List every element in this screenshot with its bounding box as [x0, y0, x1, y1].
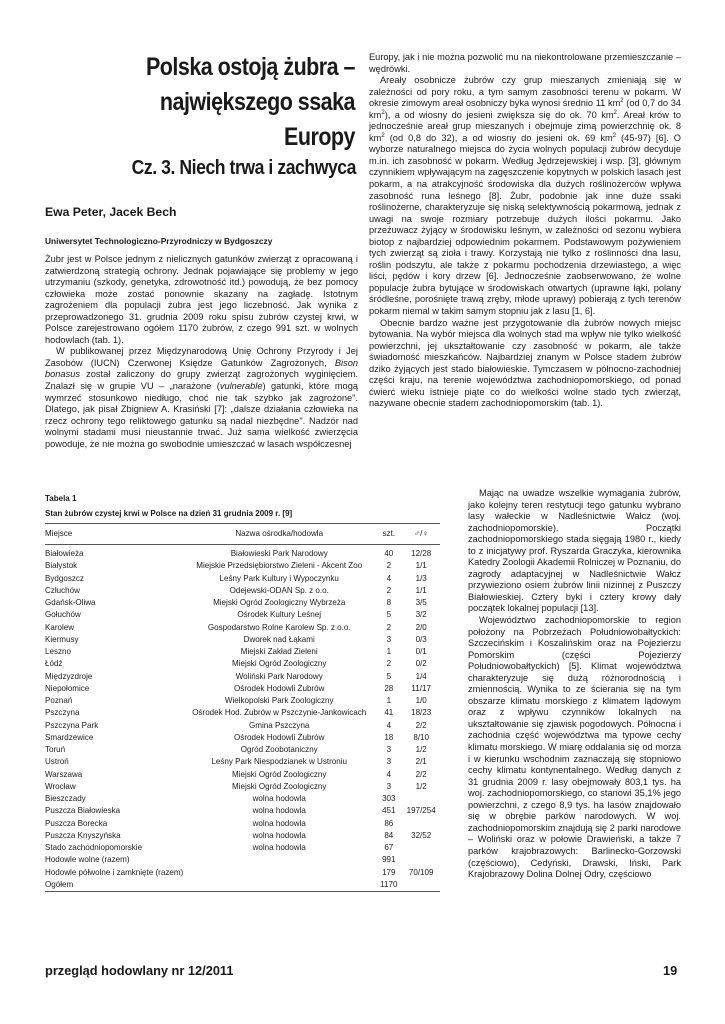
cell-center: Wielkopolski Park Zoologiczny: [224, 696, 334, 705]
cell-sex: 8/10: [413, 732, 430, 742]
cell-sex: 32/52: [411, 830, 432, 840]
cell-sex: [402, 854, 440, 866]
cell-sex: 12/28: [411, 549, 432, 558]
cell-sex: [402, 842, 440, 854]
cell-count: 4: [386, 720, 392, 730]
cell-count: 28: [384, 683, 394, 693]
cell-center: Miejski Ogród Zoologiczny: [232, 659, 327, 669]
table-row: [45, 683, 440, 695]
cell-place: Puszcza Białowieska: [45, 806, 121, 816]
cell-place: Toruń: [45, 745, 66, 754]
article-subtitle: Cz. 3. Niech trwa i zachwyca: [131, 157, 356, 179]
table-row: [45, 842, 440, 854]
cell-place: Niepołomice: [45, 683, 90, 693]
right-paragraph-3: Obecnie bardzo ważne jest przygotowanie dla żubrów nowych miejsc bytowania. Na wybór miejsca dla wolnych stad ma wpływ nie tylko wielkość powierzchni, jej ukształtowanie czy zasobność w pokarm, ale także świadomość mieszkańców. Najbardziej znanym w Polsce stadem żubrów dziko żyjących jest stado białowieskie. Tymczasem w północno-zachodniej części kraju, na terenie województwa zachodniopomorskiego, od ponad ćwierć wieku istnieje piąte co do wielkości wolne stado tych zwierząt, nazywane obecnie stadem zachodniopomorskim (tab. 1).: [369, 317, 681, 409]
right-paragraph-2: Areały osobnicze żubrów czy grup mieszanych zmieniają się w zależności od pory roku, a tym samym zasobności terenu w pokarm. W okresie zimowym areał osobniczy byka wynosi średnio 11 $km^2$ (od 0,7 do 34 $km^2$), a od wiosny do jesieni zwiększa się do ok. 70 $km^2$. Areał krów to jednocześnie areał grup mieszanych i obejmuje zimą powierzchnię ok. 8 $km^2$ (od 0,8 do 32), a od wiosny do jesieni ok. 69 $km^2$ (45-97) [6]. O wyborze naturalnego miejsca do życia wolnych populacji żubrów decyduje m.in. ich zasobność w pokarm. Według Jędrzejewskiej i wsp. [3], głównym czynnikiem wpływającym na zagęszczenie kopytnych w polskich lasach jest pokarm, a na atrakcyjność środowiska dla dużych roślinożerców wpływa zasobność runa leśnego [8]. Żubr, podobnie jak inne duże ssaki roślinożerne, charakteryzuje się niską selektywnością pokarmową, jednak z uwagi na swoje rozmiary potrzebuje dużych ilości pokarmu. Jako przeżuwacz żyjący w środowisku leśnym, w zależności od sezonu wybiera biotop z najbardziej odpowiednim pokarmem. Podstawowym pożywieniem tych zwierząt są zioła i trawy. Korzystają nie tylko z roślinności dna lasu, roślin podszytu, ale także z pokarmu pochodzenia drzewiastego, a więc liści, pędów i kory drzew [6]. Jednocześnie zaobserwowano, że wolne populacje żubra bytujące w środowiskach otwartych (uprawne łąki, polany śródleśne, porośnięte trawą zręby, młode uprawy) pobierają z tych terenów pokarm niemal w takim samym stopniu jak z lasu [1, 6].: [369, 75, 681, 317]
cell-sex: 197/254: [406, 806, 436, 816]
cell-count: 3: [386, 781, 392, 791]
cell-center: wolna hodowla: [252, 818, 306, 828]
table-row: [45, 695, 440, 707]
cell-count: 40: [384, 549, 394, 558]
cell-sex: 3/2: [415, 610, 427, 620]
table-row: [45, 830, 440, 842]
title-line-1: Polska ostoją żubra –: [145, 53, 355, 81]
cell-place: Białowieża: [45, 549, 84, 558]
cell-center: Woliński Park Narodowy: [235, 671, 323, 681]
cell-sex: 1/2: [415, 781, 427, 791]
article-title: [84, 50, 355, 155]
cell-count: 67: [384, 843, 394, 852]
left-paragraph-1: Żubr jest w Polsce jednym z nielicznych gatunków zwierząt z opracowaną i zatwierdzoną strategią ochrony. Jednak pojawiające się problemy w jego utrzymaniu (szkody, genetyka, zdrowotność itd.) powodują, że bez pomocy człowieka może zostać ponownie skazany na zagładę. Istotnym zagrożeniem dla populacji żubra jest jego liczebność. Jak wynika z przeprowadzonego 31. grudnia 2009 roku spisu żubrów czystej krwi, w Polsce zarejestrowano ogółem 1170 żubrów, z czego 991 szt. w wolnych hodowlach (tab. 1).: [45, 254, 358, 345]
table-row: [45, 769, 440, 781]
cell-place: Człuchów: [45, 585, 80, 595]
cell-center: Leśny Park Niespodzianek w Ustroniu: [211, 757, 347, 767]
authors: Ewa Peter, Jacek Bech: [45, 205, 177, 219]
left-column: [45, 254, 358, 450]
cell-count: 4: [386, 573, 392, 583]
cell-place: Gołuchów: [45, 610, 81, 620]
table-row: [45, 658, 440, 670]
table-row: [45, 756, 440, 768]
cell-sex: 0/3: [415, 634, 427, 644]
cell-center: Gospodarstwo Rolne Karolew Sp. z o.o.: [207, 622, 351, 632]
cell-place: Stado zachodniopomorskie: [45, 843, 143, 852]
cell-count: 5: [386, 671, 392, 681]
cell-center: [183, 854, 375, 866]
cell-sex: [402, 818, 440, 830]
cell-place: Smardzewice: [45, 732, 94, 742]
cell-sex: 1/1: [415, 585, 427, 595]
cell-count: 3: [386, 634, 392, 644]
right-paragraph-1: Europy, jak i nie można pozwolić mu na niekontrolowane przemieszczanie – wędrówki.: [369, 52, 681, 74]
table-row: [45, 744, 440, 756]
cell-sex: 0/2: [415, 659, 427, 669]
cell-center: Ośrodek Kultury Leśnej: [237, 610, 322, 620]
table-row: [45, 622, 440, 634]
cell-sex: 18/23: [411, 708, 432, 718]
table-row: [45, 671, 440, 683]
table-row: [45, 818, 440, 830]
cell-center: [183, 867, 375, 879]
cell-sex: 0/1: [415, 647, 427, 656]
cell-place: Puszcza Borecka: [45, 818, 108, 828]
cell-center: Miejskie Przedsiębiorstwo Zieleni - Akcent Zoo: [196, 561, 363, 571]
header-center: Nazwa ośrodka/hodowla: [183, 524, 375, 545]
cell-count: 2: [386, 585, 392, 595]
cell-place: Międzyzdroje: [45, 671, 93, 681]
cell-count: 1170: [375, 879, 402, 892]
cell-center: Gmina Pszczyna: [249, 720, 310, 730]
table-row: [45, 707, 440, 719]
table-row: [45, 720, 440, 732]
table-row: [45, 867, 440, 879]
cell-sex: 2/2: [415, 769, 427, 779]
right-paragraph-4: Mając na uwadze wszelkie wymagania żubrów, jako kolejny teren restytucji tego gatunku wybrano lasy wałeckie w Nadleśnictwie Wałcz (woj. zachodniopomorskie). Początki zachodniopomorskiego stada sięgają 1980 r., kiedy to z inicjatywy prof. Ryszarda Graczyka, kierownika Katedry Zoologii Akademii Rolniczej w Poznaniu, do zagrody adaptacyjnej w Nadleśnictwie Wałcz przywieziono osiem żubrów linii nizinnej z Puszczy Białowieskiej. Cztery byki i cztery krowy dały początek lokalnej populacji [13].: [468, 488, 681, 614]
table-row: [45, 597, 440, 609]
affiliation: Uniwersytet Technologiczno-Przyrodniczy w Bydgoszczy: [45, 236, 273, 246]
cell-count: 86: [384, 818, 394, 828]
cell-count: 3: [386, 745, 392, 754]
cell-place: Pszczyna Park: [45, 720, 99, 730]
title-line-2: największego ssaka Europy: [159, 88, 355, 151]
cell-count: 3: [386, 757, 392, 767]
cell-place: Bieszczady: [45, 794, 86, 803]
cell-sex: 11/17: [411, 683, 431, 693]
cell-center: Ogród Zoobotaniczny: [240, 745, 318, 754]
cell-count: 18: [384, 732, 394, 742]
cell-place: Ogółem: [45, 879, 183, 892]
cell-center: wolna hodowla: [252, 843, 306, 852]
cell-count: 451: [382, 806, 396, 816]
cell-place: Ustroń: [45, 757, 69, 767]
cell-count: 4: [386, 769, 392, 779]
left-paragraph-2: W publikowanej przez Międzynarodową Unię Ochrony Przyrody i Jej Zasobów (IUCN) Czerwonej Księdze Gatunków Zagrożonych, Bison bonasus został zaliczony do grupy zwierząt zagrożonych wyginięciem. Znalazł się w grupie VU – „narażone (vulnerable) gatunki, które mogą wymrzeć stosunkowo niedługo, choć nie tak szybko jak zagrożone". Dlatego, jak pisał Zbigniew A. Krasiński [7]: „dalsze działania człowieka na rzecz ochrony tego reliktowego gatunku są nadal niezbędne". Nadzór nad wolnymi stadami musi nieustannie trwać. Już sama wielkość zwierzęcia powoduje, że nie można go swobodnie umieszczać w lasach współczesnej: [45, 346, 358, 449]
table-row: [45, 634, 440, 646]
table-row: [45, 560, 440, 572]
cell-place: Poznań: [45, 696, 73, 705]
cell-count: 2: [386, 622, 392, 632]
right-column: [369, 52, 681, 410]
cell-center: Miejski Ogród Zoologiczny Wybrzeża: [213, 598, 346, 607]
cell-center: wolna hodowla: [252, 806, 306, 816]
cell-place: Warszawa: [45, 769, 83, 779]
cell-count: 41: [384, 708, 394, 718]
cell-sex: 1/3: [415, 573, 427, 583]
cell-count: 8: [386, 598, 392, 607]
bison-table: [45, 523, 440, 892]
cell-center: Miejski Zakład Zieleni: [240, 647, 318, 656]
cell-center: wolna hodowla: [252, 794, 306, 803]
cell-sex: [402, 879, 440, 892]
cell-center: Ośrodek Hodowli Żubrów: [234, 732, 325, 742]
cell-sex: 2/1: [415, 757, 427, 767]
cell-sex: 3/5: [415, 598, 427, 607]
cell-place: Białystok: [45, 561, 78, 571]
cell-sex: 1/1: [415, 561, 427, 571]
cell-count: 991: [382, 855, 396, 865]
cell-center: Białowieski Park Narodowy: [230, 549, 328, 558]
right-paragraph-5: Województwo zachodniopomorskie to region położony na Pobrzeżach Południowobałtyckich: Szczecińskim i Koszalińskim oraz na Pojezierzu Pomorskim (części Pojezierzy Południowobałtyckich) [5]. Klimat województwa charakteryzuje się dużą różnorodnością i zmiennością. Wynika to ze ścierania się na tym obszarze klimatu morskiego z klimatem lądowym oraz z wpływu czynników lokalnych na ukształtowanie się zjawisk pogodowych. Północna i zachodnia część województwa ma typowe cechy klimatu morskiego. W miarę oddalania się od morza i w kierunku wschodnim zaznaczają się stopniowo cechy klimatu kontynentalnego. Według danych z 31 grudnia 2009 r. lasy obejmowały 803,1 tys. ha woj. zachodniopomorskiego, co stanowi 35,1% jego powierzchni, z czego 8,9 tys. ha lasów znajdowało się w obrębie parków narodowych. W woj. zachodniopomorskim znajdują się 2 parki narodowe – Woliński oraz w połowie Drawieński, a także 7 parków krajobrazowych: Barlinecko-Gorzowski (częściowo), Cedyński, Drawski, Iński, Park Krajobrazowy Dolina Dolnej Odry, częściowo: [468, 615, 681, 880]
table-row: [45, 805, 440, 817]
table-row: [45, 585, 440, 597]
table-row: [45, 781, 440, 793]
cell-sex: 2/0: [415, 622, 427, 632]
table-row: [45, 646, 440, 658]
page-number: 19: [663, 963, 678, 978]
header-sex: ♂/♀: [402, 524, 440, 545]
cell-center: Leśny Park Kultury i Wypoczynku: [219, 573, 339, 583]
cell-place: Leszno: [45, 647, 71, 656]
table-row: [45, 545, 440, 561]
cell-count: 5: [386, 610, 392, 620]
cell-place: Bydgoszcz: [45, 573, 84, 583]
cell-center: Odejewski-ODAN Sp. z o.o.: [229, 585, 329, 595]
table-row: [45, 879, 440, 892]
table-row: [45, 732, 440, 744]
cell-center: Ośrodek Hod. Żubrów w Pszczynie-Jankowicach: [192, 708, 367, 718]
cell-sex: 1/4: [415, 671, 427, 681]
cell-count: 303: [382, 794, 396, 803]
cell-place: Hodowle wolne (razem): [45, 855, 130, 865]
table-row: [45, 793, 440, 805]
cell-place: Karolew: [45, 622, 75, 632]
cell-center: Miejski Ogród Zoologiczny: [232, 781, 327, 791]
cell-center: Miejski Ogród Zoologiczny: [232, 769, 327, 779]
cell-place: Gdańsk-Oliwa: [45, 598, 96, 607]
cell-center: [183, 879, 375, 892]
cell-place: Kiermusy: [45, 634, 79, 644]
header-place: Miejsce: [45, 524, 183, 545]
cell-center: Ośrodek Hodowli Żubrów: [234, 683, 325, 693]
cell-count: 179: [382, 867, 396, 877]
table-header-row: [45, 524, 440, 545]
cell-count: 84: [384, 830, 394, 840]
cell-count: 1: [386, 696, 392, 705]
cell-sex: 70/109: [408, 867, 434, 877]
cell-place: Hodowle półwolne i zamknięte (razem): [45, 867, 184, 877]
cell-place: Puszcza Knyszyńska: [45, 830, 121, 840]
cell-count: 2: [386, 659, 392, 669]
cell-sex: [402, 793, 440, 805]
header-count: szt.: [375, 524, 402, 545]
right-column-lower: [468, 488, 681, 881]
cell-sex: 2/2: [415, 720, 427, 730]
cell-place: Pszczyna: [45, 708, 80, 718]
cell-place: Łódź: [45, 659, 63, 669]
cell-count: 1: [386, 647, 392, 656]
table-caption-number: Tabela 1: [45, 494, 77, 503]
cell-center: wolna hodowla: [252, 830, 306, 840]
table-row: [45, 573, 440, 585]
table-row: [45, 854, 440, 866]
journal-footer: przegląd hodowlany nr 12/2011: [45, 963, 234, 978]
cell-sex: 1/0: [415, 696, 427, 705]
cell-count: 2: [386, 561, 392, 571]
cell-center: Dworek nad Łąkami: [243, 634, 315, 644]
table-row: [45, 609, 440, 621]
cell-place: Wrocław: [45, 781, 76, 791]
table-caption-title: Stan żubrów czystej krwi w Polsce na dzień 31 grudnia 2009 r. [9]: [45, 509, 293, 518]
cell-sex: 1/2: [415, 745, 427, 754]
